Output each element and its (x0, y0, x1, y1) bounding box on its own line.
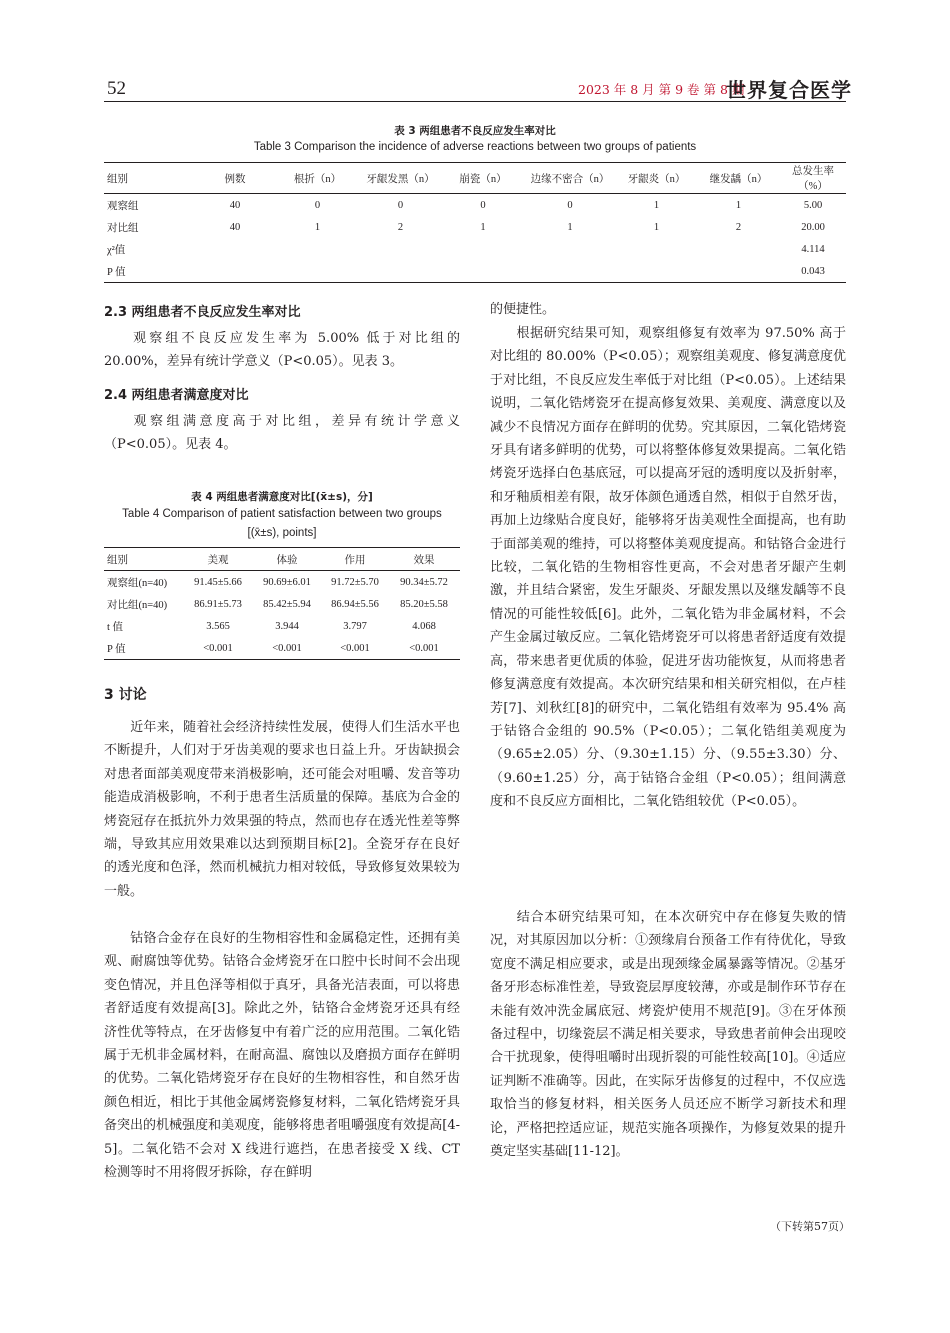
table4-cell: 90.34±5.72 (400, 576, 448, 588)
table4-cell: 3.797 (343, 620, 367, 632)
continuation-note: （下转第57页） (770, 1220, 850, 1233)
table-row (104, 593, 460, 615)
table4-header-cell: 美观 (184, 548, 252, 571)
table3-cell: 4.114 (801, 243, 825, 255)
table-row (104, 216, 846, 238)
paragraph-text: 观察组满意度高于对比组，差异有统计学意义（P<0.05）。见表 4。 (104, 414, 460, 453)
table3-header-cell: 例数 (194, 163, 276, 194)
table3-cell: 1 (653, 221, 660, 233)
table3 (104, 162, 846, 283)
table4-cell: 85.42±5.94 (263, 598, 311, 610)
table4-cell: 91.45±5.66 (194, 576, 242, 588)
table4-cell: 85.20±5.58 (400, 598, 448, 610)
table3-caption-cn: 表 3 两组患者不良反应发生率对比 (394, 125, 556, 137)
table3-cell (276, 238, 359, 260)
table3-cell: 5.00 (803, 199, 823, 211)
table4-cell: <0.001 (184, 637, 252, 660)
table3-cell: 对比组 (107, 222, 139, 234)
table3-cell (524, 260, 616, 283)
discussion-paragraph-4 (490, 906, 846, 1163)
table-row (104, 194, 846, 217)
discussion-continuation (490, 298, 846, 321)
table3-header-row (104, 163, 846, 194)
table4-cell: 91.72±5.70 (331, 576, 379, 588)
table3-cell: 1 (314, 221, 321, 233)
table4-header-cell: 作用 (322, 548, 388, 571)
table3-header-cell: 边缘不密合（n） (524, 163, 616, 194)
paragraph-text: 结合本研究结果可知，在本次研究中存在修复失败的情况，对其原因加以分析：①颈缘肩台预备工作有待优化，导致宽度不满足相应要求，或是出现颈缘金属暴露等情况。②基牙备牙形态标准性差，导致瓷层厚度较薄，亦或是制作环节存在未能有效冲洗金属底冠、烤瓷炉使用不规范[9]。③在牙体预备过程中，切缘瓷层不满足相关要求，导致患者前伸会出现咬合干扰现象，使得咀嚼时出现折裂的可能性较高[10]。④适应证判断不准确等。因此，在实际牙齿修复的过程中，不仅应选取恰当的修复材料，相关医务人员还应不断学习新技术和理论，严格把控适应证，规范实施各项操作，为修复效果的提升奠定坚实基础[11-12]。 (490, 910, 846, 1160)
table4-header-row (104, 548, 460, 571)
table3-cell: 观察组 (107, 200, 139, 212)
table3-header-cell: 牙龈发黑（n） (359, 163, 442, 194)
table-row (104, 571, 460, 594)
table4-header-cell: 效果 (388, 548, 460, 571)
journal-title: 世界复合医学 (726, 78, 852, 102)
table4-cell: 86.91±5.73 (194, 598, 242, 610)
page-number: 52 (107, 78, 126, 99)
table3-cell: 40 (229, 199, 241, 211)
table3-cell (194, 260, 276, 283)
paragraph-text: 根据研究结果可知，观察组修复有效率为 97.50% 高于对比组的 80.00%（P<0.05）；观察组美观度、修复满意度优于对比组，不良反应发生率低于对比组（P<0.05）。上述结果说明，二氧化锆烤瓷牙在提高修复效果、美观度、满意度以及减少不良情况方面存在鲜明的优势。究其原因，二氧化锆烤瓷牙具有诸多鲜明的优势，可以将整体修复效果提高。二氧化锆烤瓷牙选择白色基底冠，可以提高牙冠的透明度以及折射率，和牙釉质相差有限，故牙体颜色通透自然，相似于自然牙齿，再加上边缘贴合度良好，能够将牙齿美观性全面提高，也有助于面部美观的维持，可以将整体美观度提高。和钴铬合金进行比较，二氧化锆的生物相容性更高，不会对患者牙龈产生刺激，并且结合紧密，发生牙龈炎、牙龈发黑以及继发龋等不良情况的可能性较低[6]。此外，二氧化锆为非金属材料，不会产生金属过敏反应。二氧化锆烤瓷牙可以将患者舒适度有效提高，带来患者更优质的体验，促进牙齿功能恢复，从而将患者修复满意度有效提高。本次研究结果和相关研究相似，在卢桂芳[7]、刘秋红[8]的研究中，二氧化锆组有效率为 95.4% 高于钴铬合金组的 90.5%（P<0.05）；二氧化锆组美观度为（9.65±2.05）分、（9.30±1.15）分、（9.55±3.30）分、（9.60±1.25）分，高于钴铬合金组（P<0.05）；组间满意度和不良反应方面相比，二氧化锆组较优（P<0.05）。 (490, 326, 846, 810)
table3-cell (697, 260, 780, 283)
table3-cell: 1 (735, 199, 742, 211)
table4-cell: <0.001 (252, 637, 322, 660)
discussion-paragraph-2 (104, 927, 460, 1184)
table4-cell: 3.565 (206, 620, 230, 632)
table3-cell: 0 (314, 199, 321, 211)
table3-cell (524, 238, 616, 260)
table3-cell: 1 (567, 221, 573, 233)
table-row (104, 637, 460, 660)
table3-cell (359, 260, 442, 283)
table3-header-cell: 总发生率（%） (780, 163, 846, 194)
table4-cell: 4.068 (412, 620, 436, 632)
header-rule (104, 101, 846, 102)
table4-cell: 对比组(n=40) (107, 599, 168, 611)
discussion-paragraph-1 (104, 716, 460, 903)
table3-cell: 20.00 (801, 221, 825, 233)
paragraph-text: 的便捷性。 (490, 302, 556, 317)
table3-header-cell: 组别 (104, 163, 194, 194)
table3-cell: 0 (397, 199, 404, 211)
table4-caption-en: Table 4 Comparison of patient satisfaction between two groups (122, 508, 442, 520)
table3-cell: 0.043 (780, 260, 846, 283)
table3-header-cell: 崩瓷（n） (442, 163, 524, 194)
table-row (104, 260, 846, 283)
paragraph-text: 钴铬合金存在良好的生物相容性和金属稳定性，还拥有美观、耐腐蚀等优势。钴铬合金烤瓷牙在口腔中长时间不会出现变色情况，并且色泽等相似于真牙，具备光洁表面，可以将患者舒适度有效提高[3]。除此之外，钴铬合金烤瓷牙还具有经济性优等特点，在牙齿修复中有着广泛的应用范围。二氧化锆属于无机非金属材料，在耐高温、腐蚀以及磨损方面存在鲜明的优势。二氧化锆烤瓷牙存在良好的生物相容性，和自然牙齿颜色相近，相比于其他金属烤瓷修复材料，二氧化锆烤瓷牙具备突出的机械强度和美观度，能够将患者咀嚼强度有效提高[4-5]。二氧化锆不会对 X 线进行遮挡，在患者接受 X 线、CT 检测等时不用将假牙拆除，存在鲜明 (104, 931, 460, 1181)
section-2-3-heading: 2.3 两组患者不良反应发生率对比 (104, 305, 301, 320)
discussion-paragraph-3 (490, 322, 846, 814)
table3-cell (276, 260, 359, 283)
table3-cell (442, 260, 524, 283)
table4-cell: 86.94±5.56 (331, 598, 379, 610)
table3-cell: 1 (653, 199, 660, 211)
table3-header-cell: 继发龋（n） (697, 163, 780, 194)
table3-cell: P 值 (104, 260, 194, 283)
table4-cell: 观察组(n=40) (107, 577, 168, 589)
table3-cell: 40 (229, 221, 241, 233)
table4-cell: 90.69±6.01 (263, 576, 311, 588)
table3-cell: 2 (735, 221, 742, 233)
table-row (104, 238, 846, 260)
table3-cell: 1 (480, 221, 486, 233)
table3-cell (616, 238, 697, 260)
table3-caption-en: Table 3 Comparison the incidence of adverse reactions between two groups of patients (253, 141, 697, 153)
table4-cell: 3.944 (275, 620, 299, 632)
table4-header-cell: 组别 (104, 548, 184, 571)
table3-cell (616, 260, 697, 283)
table3-header-cell: 根折（n） (276, 163, 359, 194)
table4-cell: t 值 (107, 621, 124, 633)
table3-cell: χ²值 (107, 244, 126, 256)
table4-cell: <0.001 (388, 637, 460, 660)
table3-cell (359, 238, 442, 260)
table3-cell: 0 (567, 199, 573, 211)
section-2-4-heading: 2.4 两组患者满意度对比 (104, 388, 249, 403)
section-2-3-paragraph (104, 327, 460, 374)
paragraph-text: 观察组不良反应发生率为 5.00% 低于对比组的 20.00%，差异有统计学意义（P<0.05）。见表 3。 (104, 331, 460, 370)
section-3-heading: 3 讨论 (104, 687, 147, 703)
table3-cell (194, 238, 276, 260)
table4 (104, 547, 460, 660)
table4-cell: <0.001 (322, 637, 388, 660)
table3-cell (697, 238, 780, 260)
table3-cell: 2 (397, 221, 404, 233)
section-2-4-paragraph (104, 410, 460, 457)
table3-cell: 0 (480, 199, 486, 211)
table4-caption-cn: 表 4 两组患者满意度对比[(x̄±s)，分] (191, 491, 373, 503)
paragraph-text: 近年来，随着社会经济持续性发展，使得人们生活水平也不断提升，人们对于牙齿美观的要求也日益上升。牙齿缺损会对患者面部美观度带来消极影响，还可能会对咀嚼、发音等功能造成消极影响，不利于患者生活质量的保障。基底为合金的烤瓷冠存在抵抗外力效果强的特点，然而也存在透光性差等弊端，导致其应用效果难以达到预期目标[2]。全瓷牙存在良好的透光度和色泽，然而机械抗力相对较低，导致修复效果较为一般。 (104, 720, 460, 899)
table-row (104, 615, 460, 637)
issue-info: 2023 年 8 月 第 9 卷 第 8 期 (578, 82, 745, 97)
table4-caption-en-unit: [(x̄±s), points] (247, 527, 317, 539)
table3-header-cell: 牙龈炎（n） (616, 163, 697, 194)
table4-cell: P 值 (104, 637, 184, 660)
table4-header-cell: 体验 (252, 548, 322, 571)
table3-cell (442, 238, 524, 260)
